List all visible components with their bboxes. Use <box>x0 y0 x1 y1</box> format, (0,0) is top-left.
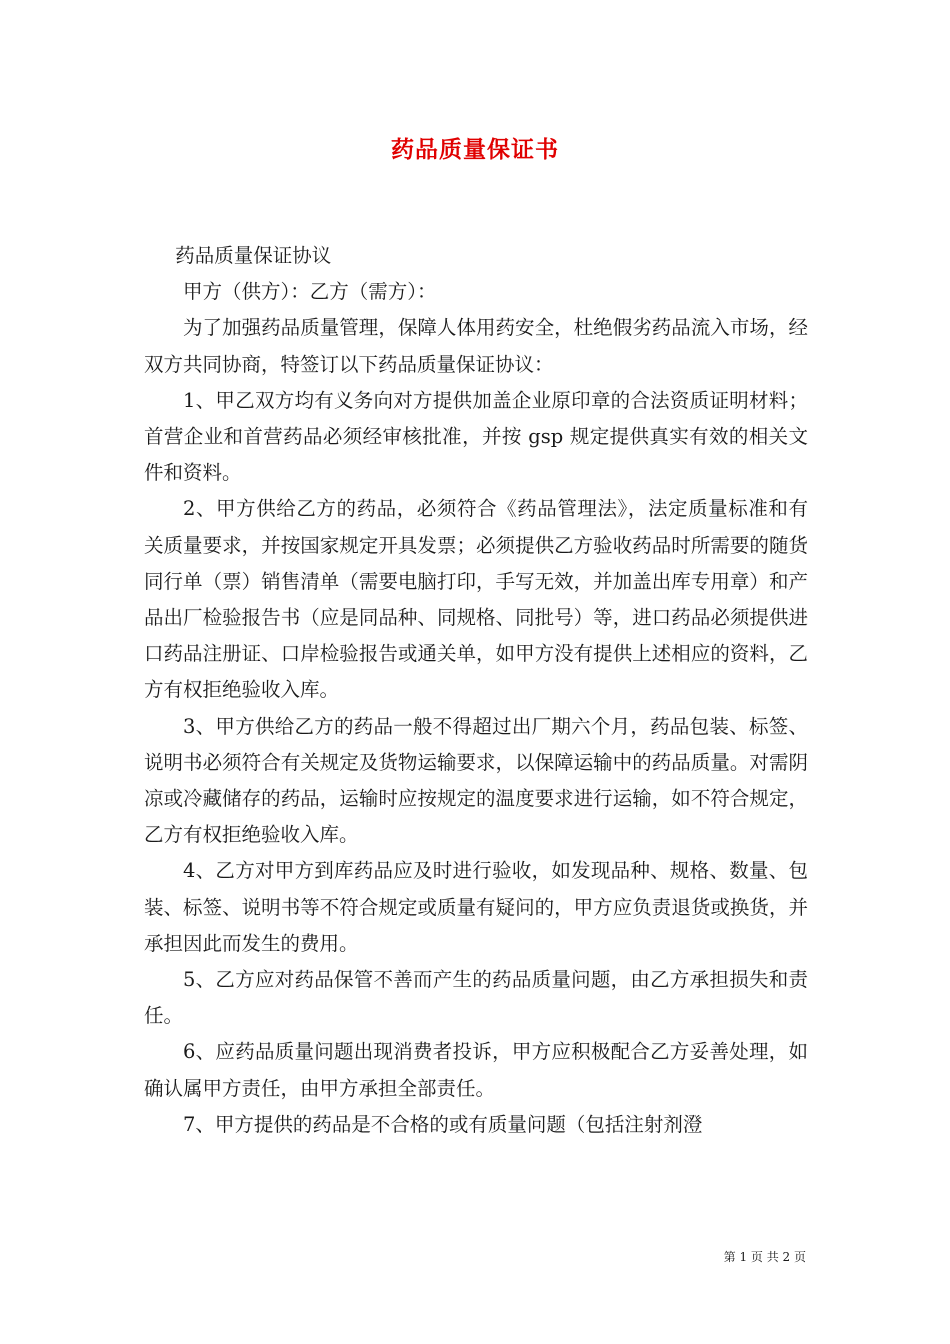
clause-4: 4、乙方对甲方到库药品应及时进行验收，如发现品种、规格、数量、包装、标签、说明书等不符合规定或质量有疑问的，甲方应负责退货或换货，并承担因此而发生的费用。 <box>144 859 808 955</box>
clause-3: 3、甲方供给乙方的药品一般不得超过出厂期六个月，药品包装、标签、说明书必须符合有关规定及货物运输要求，以保障运输中的药品质量。对需阴凉或冷藏储存的药品，运输时应按规定的温度要求进行运输，如不符合规定，乙方有权拒绝验收入库。 <box>144 714 808 847</box>
clause-5: 5、乙方应对药品保管不善而产生的药品质量问题，由乙方承担损失和责任。 <box>144 968 808 1028</box>
document-subtitle: 药品质量保证协议 <box>175 244 332 267</box>
clause-1: 1、甲乙双方均有义务向对方提供加盖企业原印章的合法资质证明材料；首营企业和首营药品必须经审核批准，并按 gsp 规定提供真实有效的相关文件和资料。 <box>144 388 808 485</box>
clause-7: 7、甲方提供的药品是不合格的或有质量问题（包括注射剂澄 <box>183 1112 703 1136</box>
page-number-footer: 第 1 页 共 2 页 <box>723 1250 806 1264</box>
intro-paragraph: 为了加强药品质量管理，保障人体用药安全，杜绝假劣药品流入市场，经双方共同协商，特签订以下药品质量保证协议： <box>144 316 808 376</box>
document-body <box>144 238 808 1143</box>
parties-line: 甲方（供方）：乙方（需方）： <box>183 280 437 304</box>
clause-6: 6、应药品质量问题出现消费者投诉，甲方应积极配合乙方妥善处理，如确认属甲方责任，由甲方承担全部责任。 <box>144 1040 808 1100</box>
clause-2: 2、甲方供给乙方的药品，必须符合《药品管理法》，法定质量标准和有关质量要求，并按国家规定开具发票；必须提供乙方验收药品时所需要的随货同行单（票）销售清单（需要电脑打印，手写无效，并加盖出库专用章）和产品出厂检验报告书（应是同品种、同规格、同批号）等，进口药品必须提供进口药品注册证、口岸检验报告或通关单，如甲方没有提供上述相应的资料，乙方有权拒绝验收入库。 <box>144 497 808 702</box>
document-title: 药品质量保证书 <box>391 136 559 163</box>
